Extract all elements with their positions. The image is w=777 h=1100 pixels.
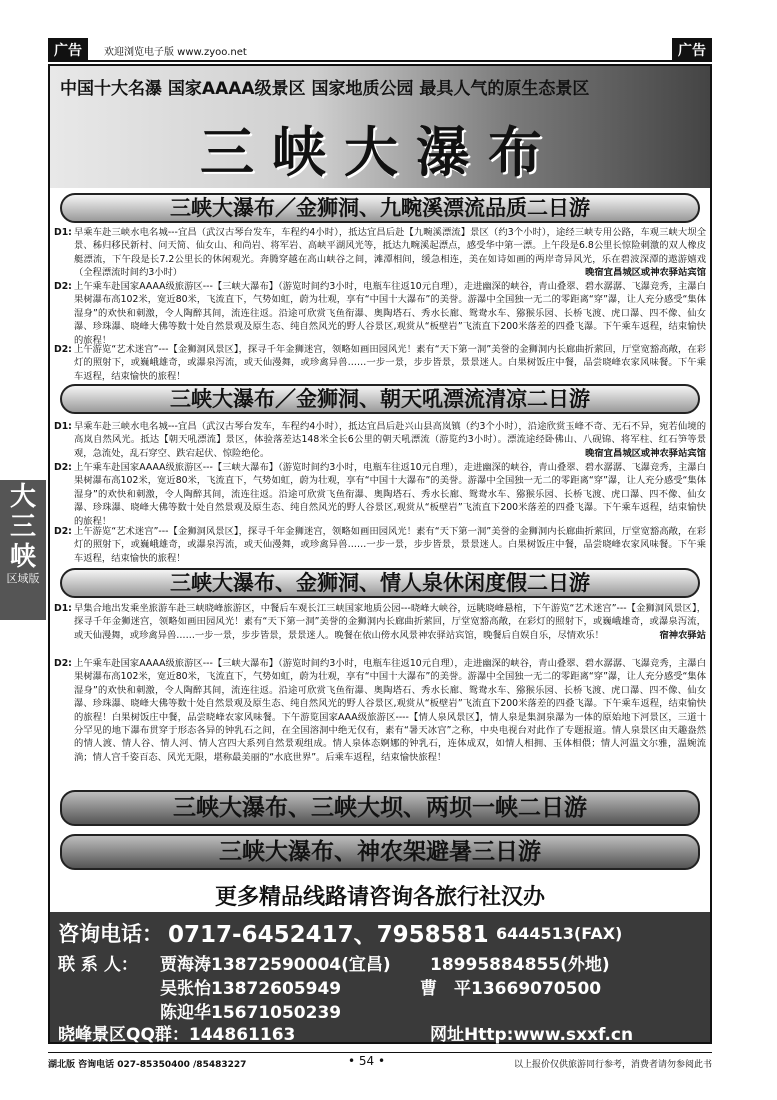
- contact-person-1-alt: 18995884855(外地): [430, 955, 610, 975]
- ad-label-left: 广告: [48, 38, 88, 62]
- section1-day2a: D2: 上午乘车赴国家AAAA级旅游区---【三峡大瀑布】（游览时间约3小时，电瓶车往返10元自理），走进幽深的峡谷，青山叠翠、碧水潺潺、飞瀑竞秀，主瀑白果树瀑布高102米，宽近80米，飞流直下，气势如虹，蔚为壮观，享有“中国十大瀑布”的美誉。游瀑中全国独一无二的零距离“穿”瀑，让人充分感受“集体湿身”的欢快和刺激，令人陶醉其间，流连往返。沿途可欣赏飞鱼衔瀑、奥陶塔石、秀水长廊、鸳鸯水车、猕猴乐园、长桥飞渡、虎口瀑、四不像、仙女瀑、珍珠瀑、晓峰大佛等数十处自然景观及原生态、纯自然风光的野人谷景区,观赏从“板壁岩”飞流直下200米落差的四叠飞瀑。下午乘车返程，结束愉快的旅程！: [54, 281, 706, 346]
- contact-person-3: 曹 平13669070500: [420, 979, 602, 999]
- section3-day2: D2: 上午乘车赴国家AAAA级旅游区---【三峡大瀑布】（游览时间约3小时，电瓶车往返10元自理），走进幽深的峡谷，青山叠翠、碧水潺潺、飞瀑竞秀，主瀑白果树瀑布高102米，宽近80米，飞流直下，气势如虹，蔚为壮观，享有“中国十大瀑布”的美誉。游瀑中全国独一无二的零距离“穿”瀑，让人充分感受“集体湿身”的欢快和刺激，令人陶醉其间，流连往返。沿途可欣赏飞鱼衔瀑、奥陶塔石、秀水长廊、鸳鸯水车、猕猴乐园、长桥飞渡、虎口瀑、四不像、仙女瀑、珍珠瀑、晓峰大佛等数十处自然景观及原生态、纯自然风光的野人谷景区,观赏从“板壁岩”飞流直下200米落差的四叠飞瀑。下午乘车返程，结束愉快的旅程！白果树饭庄中餐，品尝晓峰农家风味餐。下午游览国家AAA级旅游区----【情人泉风景区】，情人泉是集洞泉瀑为一体的原始地下河景区，三道十分罕见的地下瀑布贯穿于形态各异的钟乳石之间，在全国溶洞中绝无仅有，素有“暑天冰宫”之称，中央电视台对此作了专题报道。情人泉景区由天趣盎然的情人渡、情人谷、情人河、情人宫四大系列自然景观组成。情人泉体态婀娜的钟乳石，连体成双，如情人相拥、玉体相偎；情人河温文尔雅，温婉流淌；情人宫千姿百态、风光无限，堪称最美丽的“水底世界”。后乘车返程，结束愉快旅程！: [54, 658, 706, 763]
- sidebar-small-text: 区域版: [6, 572, 40, 585]
- section1-day2b: D2: 上午游览“艺术迷宫”---【金狮洞风景区】，探寻千年金狮迷宫，领略如画田园风光！素有“天下第一洞”美誉的金狮洞内长廊曲折萦回，厅堂宽豁高敞，在彩灯的照射下，或巍峨雄奇，或瀑泉泻流，或天仙漫舞，或珍禽异兽……一步一景，步步皆景，景景迷人。白果树饭庄中餐，品尝晓峰农家风味餐。下午乘车返程，结束愉快的旅程！: [54, 344, 706, 382]
- qq-group: 晓峰景区QQ群：144861163: [58, 1025, 296, 1045]
- section1-day1: D1: 早乘车赴三峡水电名城---宜昌（武汉古琴台发车，车程约4小时），抵达宜昌后赴【九畹溪漂流】景区（约3个小时），途经三峡专用公路，车观三峡大坝全景、秭归移民新村、问天简、仙女山、和尚岩、将军岩、高峡平湖风光等，抵达九畹溪起漂点，感受华中第一漂。上午段是6.8公里长惊险刺激的双人橡皮艇漂流，下午段是长7.2公里长的休闲观光。奔腾穿越在高山峡谷之间，滩潭相间，缓急相连，美在如诗如画的两岸奇异风光，乐在碧波深潭的遨游嬉戏（全程漂流时间约3小时） 晚宿宜昌城区或神农驿站宾馆: [54, 227, 706, 279]
- hero-slogan: 中国十大名瀑 国家AAAA级景区 国家地质公园 最具人气的原生态景区: [60, 79, 590, 99]
- section3-day1: D1: 早集合地出发乘坐旅游车赴三峡晓峰旅游区，中餐后车观长江三峡国家地质公园---晓峰大峡谷，远眺晓峰悬棺，下午游览“艺术迷宫”---【金狮洞风景区】，探寻千年金狮迷宫，领略如画田园风光！素有“天下第一洞”美誉的金狮洞内长廊曲折萦回，厅堂宽豁高敞，在彩灯的照射下，或巍峨雄奇，或瀑泉泻流，或天仙漫舞，或珍禽异兽……一步一景，步步皆景，景景迷人。晚餐在依山傍水风景神农驿站宾馆，晚餐后自娱自乐，尽情欢乐！ 宿神农驿站: [54, 603, 706, 641]
- phone-main: 0717-6452417、7958581: [168, 922, 489, 948]
- section3-day1-stay: 宿神农驿站: [659, 629, 706, 641]
- banner-shennongjia-tour: 三峡大瀑布、神农架避暑三日游: [60, 834, 700, 870]
- ad-label-right: 广告: [672, 38, 712, 62]
- section1-day1-stay: 晚宿宜昌城区或神农驿站宾馆: [585, 267, 706, 279]
- page-footer: [48, 1052, 712, 1071]
- people-label: 联 系 人：: [58, 955, 138, 975]
- phone-label: 咨询电话：: [58, 922, 163, 946]
- hero-title: 三峡大瀑布: [200, 120, 560, 184]
- top-bar: [48, 38, 712, 62]
- section2-day1-stay: 晚宿宜昌城区或神农驿站宾馆: [585, 447, 706, 459]
- sidebar-big-text: 大三峡: [9, 482, 36, 572]
- section2-day2b: D2: 上午游览“艺术迷宫”---【金狮洞风景区】，探寻千年金狮迷宫，领略如画田园风光！素有“天下第一洞”美誉的金狮洞内长廊曲折萦回，厅堂宽豁高敞，在彩灯的照射下，或巍峨雄奇，或瀑泉泻流，或天仙漫舞，或珍禽异兽……一步一景，步步皆景，景景迷人。白果树饭庄中餐，品尝晓峰农家风味餐。下午乘车返程，结束愉快的旅程！: [54, 526, 706, 564]
- contact-person-4: 陈迎华15671050239: [160, 1003, 342, 1023]
- welcome-text: 欢迎浏览电子版 www.zyoo.net: [104, 47, 247, 58]
- sidebar-region-tab: [0, 480, 46, 620]
- website: 网址Http:www.sxxf.cn: [430, 1025, 634, 1045]
- page-number: • 54 •: [348, 1054, 386, 1068]
- footer-right: 以上报价仅供旅游同行参考，消费者请勿参阅此书: [513, 1060, 712, 1070]
- section2-day1: D1: 早乘车赴三峡水电名城---宜昌（武汉古琴台发车，车程约4小时），抵达宜昌后赴兴山县高岚镇（约3个小时），沿途欣赏玉峰不奇、无石不异，宛若仙境的高岚自然风光。抵达【朝天吼漂流】景区，体验落差达148米全长6公里的朝天吼漂流（游览约3小时）。漂流途经卧佛山、八砚锦、将军柱、红石笋等景观，急流处，乱石穿空、跌宕起伏、惊险绝伦。 晚宿宜昌城区或神农驿站宾馆: [54, 421, 706, 459]
- section2-title: 三峡大瀑布／金狮洞、朝天吼漂流清凉二日游: [60, 384, 700, 414]
- contact-panel: [50, 912, 710, 1045]
- section2-day2a: D2: 上午乘车赴国家AAAA级旅游区---【三峡大瀑布】（游览时间约3小时，电瓶车往返10元自理），走进幽深的峡谷，青山叠翠、碧水潺潺、飞瀑竞秀，主瀑白果树瀑布高102米，宽近80米，飞流直下，气势如虹，蔚为壮观，享有“中国十大瀑布”的美誉。游瀑中全国独一无二的零距离“穿”瀑，让人充分感受“集体湿身”的欢快和刺激，令人陶醉其间，流连往返。沿途可欣赏飞鱼衔瀑、奥陶塔石、秀水长廊、鸳鸯水车、猕猴乐园、长桥飞渡、虎口瀑、四不像、仙女瀑、珍珠瀑、晓峰大佛等数十处自然景观及原生态、纯自然风光的野人谷景区,观赏从“板壁岩”飞流直下200米落差的四叠飞瀑。下午乘车返程，结束愉快的旅程！: [54, 462, 706, 527]
- banner-two-dam-tour: 三峡大瀑布、三峡大坝、两坝一峡二日游: [60, 790, 700, 826]
- section1-title: 三峡大瀑布／金狮洞、九畹溪漂流品质二日游: [60, 193, 700, 223]
- section3-title: 三峡大瀑布、金狮洞、情人泉休闲度假二日游: [60, 568, 700, 598]
- footer-left: 湖北版 咨询电话 027-85350400 /85483227: [48, 1060, 247, 1070]
- phone-fax: 、6444513(FAX): [480, 924, 623, 943]
- contact-person-1: 贾海涛13872590004(宜昌): [160, 955, 391, 975]
- more-routes-text: 更多精品线路请咨询各旅行社汉办: [214, 885, 545, 910]
- contact-person-2: 吴张怡13872605949: [160, 979, 342, 999]
- hero-banner: [50, 66, 710, 188]
